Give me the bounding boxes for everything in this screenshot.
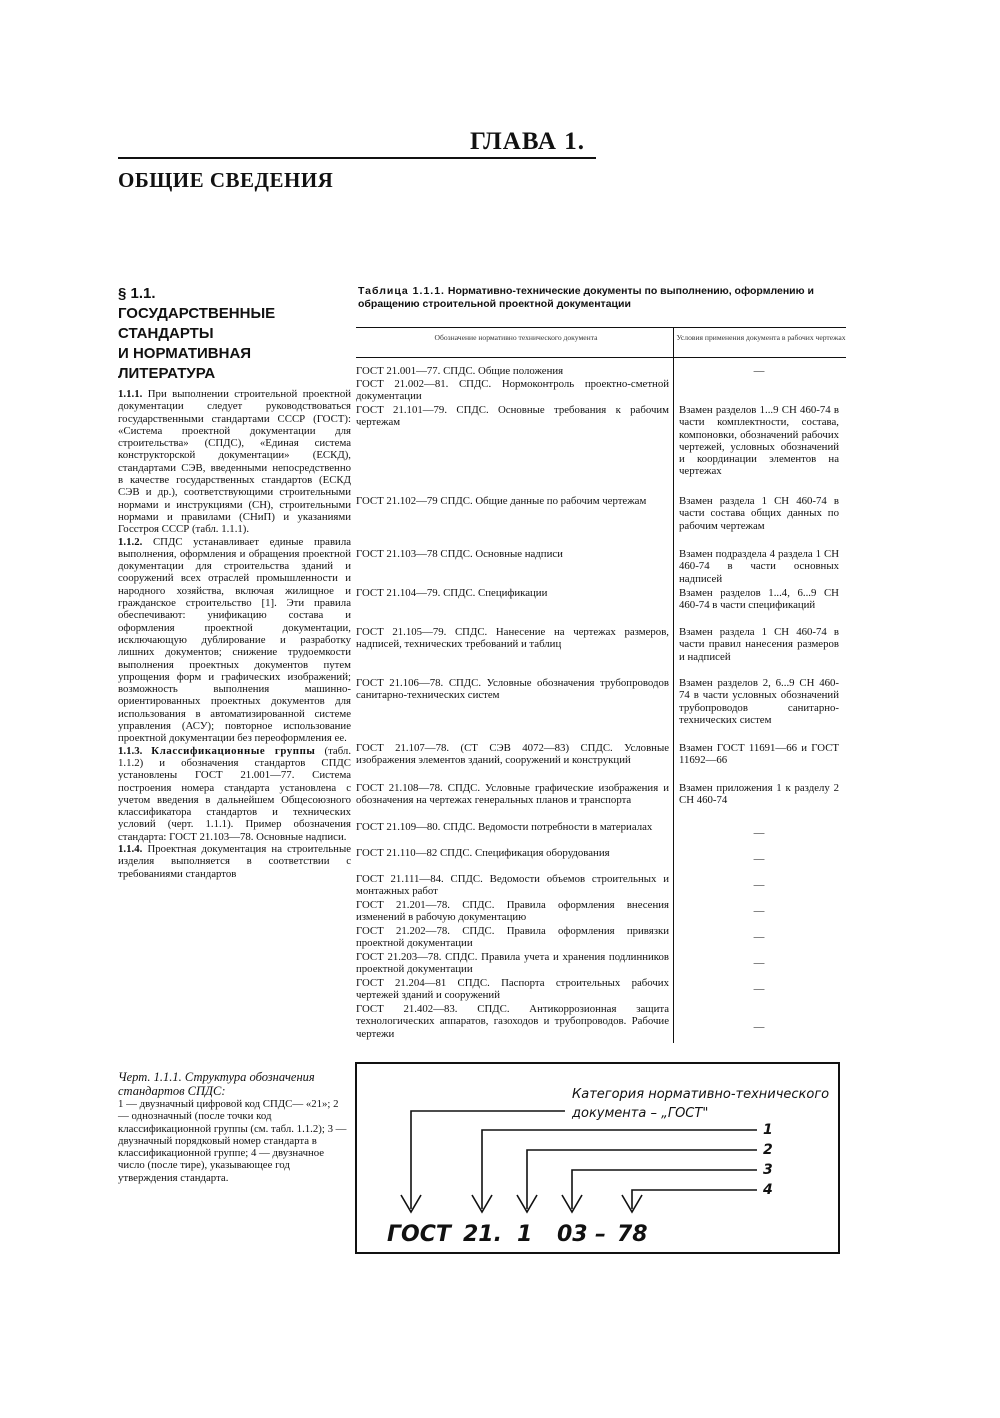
- code-year: 78: [617, 1222, 648, 1247]
- callout-2: 2: [763, 1142, 773, 1158]
- standards-table: [356, 327, 846, 1043]
- body-paragraph: 1.1.2. СПДС устанавливает единые правила выполнения, оформления и обращения проектной документации для строительства зданий и сооружений всех отраслей промышленности и народного хозяйства, включая жилищное и гражданское строительство [1]. Эти правила обеспечивают: унификацию состава и оформления проектной документации, исключающую дублирование и разработку лишних документов; снижение трудоемкости выполнения проектных документов путем упрощения форм и графических изображений; возможность выполнения машинно-ориентированных проектных документов для использования в автоматизированной системе управления (АСУ); повторное использование проектной документации без переоформления ее.: [118, 535, 351, 745]
- table-cell-doc: ГОСТ 21.402—83. СПДС. Антикоррозионная защита технологических аппаратов, газоходов и трубопроводов. Рабочие чертежи: [356, 1003, 669, 1040]
- figure-label-line1: Категория нормативно-технического: [572, 1087, 830, 1102]
- table-cell-cond: —: [753, 365, 765, 377]
- table-cell-cond: Взамен разделов 2, 6...9 СН 460-74 в части условных обозначений трубопроводов санитарно-технических систем: [679, 677, 839, 726]
- table-cell-cond: —: [753, 983, 765, 995]
- table-cell-cond: —: [753, 931, 765, 943]
- table-cell-doc: ГОСТ 21.105—79. СПДС. Нанесение на чертежах размеров, надписей, технических требований и таблиц: [356, 626, 669, 651]
- table-cell-doc: ГОСТ 21.204—81 СПДС. Паспорта строительных рабочих чертежей зданий и сооружений: [356, 977, 669, 1002]
- callout-3: 3: [763, 1162, 773, 1178]
- chapter-rule: [118, 157, 596, 159]
- table-rule: [356, 357, 846, 358]
- table-cell-cond: —: [753, 957, 765, 969]
- chapter-heading: ГЛАВА 1.: [470, 128, 585, 155]
- callout-4: 4: [763, 1182, 773, 1198]
- table-cell-cond: Взамен разделов 1...9 СН 460-74 в части комплектности, состава, компоновки, обозначений рабочих чертежей, условных обозначений и координации элементов на чертежах: [679, 404, 839, 478]
- table-cell-cond: —: [753, 853, 765, 865]
- arrow-heads: [401, 1195, 642, 1212]
- leader-lines: [411, 1111, 757, 1209]
- table-cell-doc: ГОСТ 21.002—81. СПДС. Нормоконтроль проектно-сметной документации: [356, 378, 669, 403]
- code-dash: –: [595, 1222, 606, 1247]
- table-cell-cond: Взамен приложения 1 к разделу 2 СН 460-74: [679, 782, 839, 807]
- paragraph-heading-line: ЛИТЕРАТУРА: [118, 365, 216, 382]
- table-caption-label: Таблица 1.1.1.: [358, 285, 445, 297]
- table-cell-cond: —: [753, 827, 765, 839]
- code-21: 21.: [463, 1222, 502, 1247]
- code-number: 03: [557, 1222, 588, 1247]
- body-paragraph: 1.1.4. Проектная документация на строительные изделия выполняется в соответствии с требованиями стандартов: [118, 842, 351, 880]
- table-caption-text: Нормативно-технические документы по выполнению, оформлению и обращению строительной проектной документации: [358, 285, 814, 310]
- body-paragraph: 1.1.3. Классификационные группы (табл. 1.1.2) и обозначения стандартов СПДС установлены ГОСТ 21.001—77. Система построения номера стандарта установлена с учетом введения в дальнейшем Общесоюзного классификатора стандартов и технических условий (черт. 1.1.1). Пример обозначения стандарта: ГОСТ 21.103—78. Основные надписи.: [118, 744, 351, 843]
- column-header-conditions: Условия применения документа в рабочих чертежах: [676, 333, 846, 342]
- leader-4: [632, 1190, 757, 1209]
- table-cell-doc: ГОСТ 21.102—79 СПДС. Общие данные по рабочим чертежам: [356, 495, 647, 507]
- table-cell-cond: Взамен раздела 1 СН 460-74 в части правил нанесения размеров и надписей: [679, 626, 839, 663]
- body-text: [118, 388, 351, 1043]
- paragraph-heading-line: ГОСУДАРСТВЕННЫЕ: [118, 305, 276, 322]
- table-cell-doc: ГОСТ 21.203—78. СПДС. Правила учета и хранения подлинников проектной документации: [356, 951, 669, 976]
- designation-structure-figure: [355, 1062, 840, 1254]
- table-cell-cond: Взамен подраздела 4 раздела 1 СН 460-74 в части основных надписей: [679, 548, 839, 585]
- paragraph-heading: [118, 284, 348, 384]
- table-cell-cond: —: [753, 879, 765, 891]
- table-cell-doc: ГОСТ 21.109—80. СПДС. Ведомости потребности в материалах: [356, 821, 653, 833]
- table-cell-doc: ГОСТ 21.107—78. (СТ СЭВ 4072—83) СПДС. Условные изображения элементов зданий, сооружений и конструкций: [356, 742, 669, 767]
- table-rule: [356, 327, 846, 328]
- table-cell-doc: ГОСТ 21.111—84. СПДС. Ведомости объемов строительных и монтажных работ: [356, 873, 669, 898]
- table-cell-doc: ГОСТ 21.202—78. СПДС. Правила оформления привязки проектной документации: [356, 925, 669, 950]
- column-header-designation: Обозначение нормативно технического документа: [434, 333, 598, 342]
- code-gost: ГОСТ: [387, 1222, 451, 1247]
- table-cell-cond: —: [753, 1021, 765, 1033]
- table-cell-doc: ГОСТ 21.103—78 СПДС. Основные надписи: [356, 548, 563, 560]
- table-cell-doc: ГОСТ 21.101—79. СПДС. Основные требования к рабочим чертежам: [356, 404, 669, 429]
- table-caption: [358, 285, 848, 311]
- paragraph-heading-line: И НОРМАТИВНАЯ: [118, 345, 252, 362]
- table-cell-cond: Взамен разделов 1...4, 6...9 СН 460-74 в части спецификаций: [679, 587, 839, 612]
- callout-1: 1: [763, 1122, 773, 1138]
- paragraph-heading-line: § 1.1.: [118, 285, 156, 302]
- table-cell-doc: ГОСТ 21.001—77. СПДС. Общие положения: [356, 365, 564, 377]
- designation-diagram: [357, 1064, 842, 1256]
- figure-label-line2: документа – „ГОСТ": [572, 1106, 709, 1121]
- table-cell-doc: ГОСТ 21.108—78. СПДС. Условные графические изображения и обозначения на чертежах генеральных планов и транспорта: [356, 782, 669, 807]
- figure-caption: [118, 1070, 350, 1184]
- table-cell-cond: —: [753, 905, 765, 917]
- leader-gost: [411, 1111, 565, 1209]
- table-cell-cond: Взамен ГОСТ 11691—66 и ГОСТ 11692—66: [679, 742, 839, 767]
- code-group: 1: [517, 1222, 533, 1247]
- designation-code: [387, 1222, 648, 1247]
- table-cell-doc: ГОСТ 21.110—82 СПДС. Спецификация оборудования: [356, 847, 610, 859]
- table-cell-doc: ГОСТ 21.104—79. СПДС. Спецификации: [356, 587, 548, 599]
- table-cell-doc: ГОСТ 21.106—78. СПДС. Условные обозначения трубопроводов санитарно-технических систем: [356, 677, 669, 702]
- figure-caption-title: Черт. 1.1.1. Структура обозначения стандартов СПДС:: [118, 1070, 315, 1098]
- section-title: ОБЩИЕ СВЕДЕНИЯ: [118, 168, 334, 192]
- paragraph-heading-line: СТАНДАРТЫ: [118, 325, 214, 342]
- body-paragraph: 1.1.1. При выполнении строительной проектной документации следует руководствоваться государственными стандартами СССР (ГОСТ): «Система проектной документации для строительства» (СПДС), «Единая система конструкторской документации» (ЕСКД), стандартами СЭВ, введенными непосредственно в качестве государственных стандартов (ЕСКД СЭВ и др.), соответствующими строительными нормами и инструкциями (СН), строительными нормами и правилами (СНиП) и указаниями Госстроя СССР (табл. 1.1.1).: [118, 388, 351, 536]
- figure-caption-text: 1 — двузначный цифровой код СПДС— «21»; 2 — однозначный (после точки код классификационной группы (см. табл. 1.1.2); 3 — двузначный порядковый номер стандарта в классификационной группе; 4 — двузначное число (после тире), указывающее год утверждения стандарта.: [118, 1098, 347, 1184]
- table-column-divider: [673, 327, 674, 1043]
- leader-2: [527, 1150, 757, 1209]
- table-cell-cond: Взамен раздела 1 СН 460-74 в части состава общих данных по рабочим чертежам: [679, 495, 839, 532]
- table-cell-doc: ГОСТ 21.201—78. СПДС. Правила оформления внесения изменений в рабочую документацию: [356, 899, 669, 924]
